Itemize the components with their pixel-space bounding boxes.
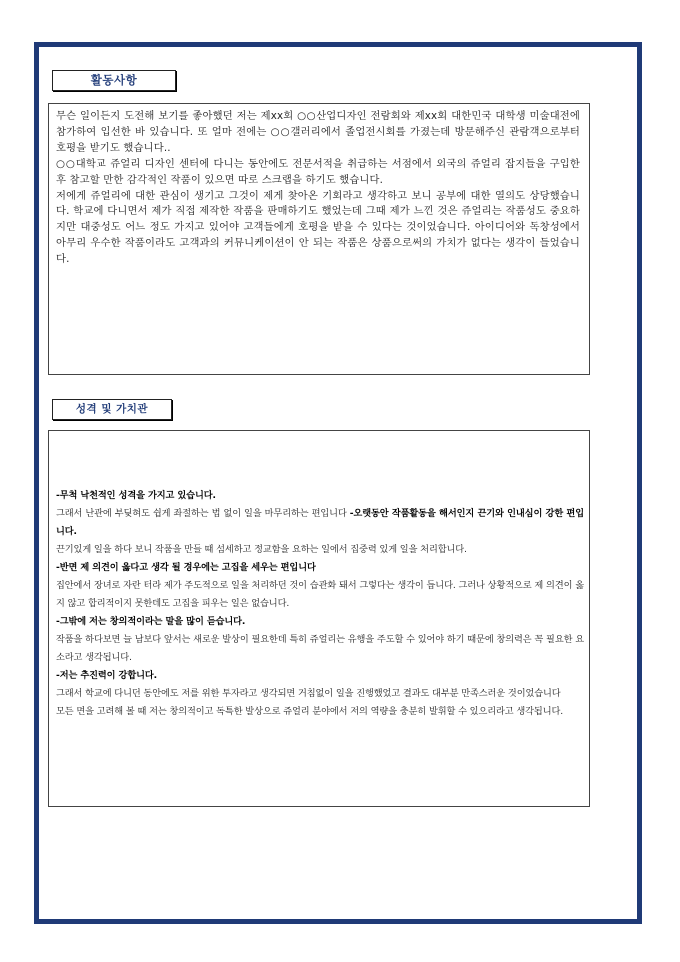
personality-text xyxy=(56,487,584,721)
personality-paragraph: 끈기있게 일을 하다 보니 작품을 만들 때 섬세하고 정교함을 요하는 일에서 집중력 있게 일을 처리합니다. xyxy=(56,544,467,555)
personality-point: -오랫동안 작품활동을 해서인지 끈기와 인내심이 강한 편입니다. xyxy=(56,508,584,537)
activities-paragraph: 저에게 쥬얼리에 대한 관심이 생기고 그것이 제게 찾아온 기회라고 생각하고 보니 공부에 대한 열의도 상당했습니다. 학교에 다니면서 제가 직접 제작한 작품을 판매하기도 했었는데 그때 제가 느낀 것은 쥬얼리는 작품성도 중요하지만 대중성도 어느 정도 가지고 있어야 고객들에게 호평을 받을 수 있다는 것이었습니다. 아이디어와 독창성에서 아무리 우수한 작품이라도 고객과의 커뮤니케이션이 안 되는 작품은 상품으로써의 가치가 없다는 생각이 들었습니다. xyxy=(56,189,580,266)
personality-point: -무척 낙천적인 성격을 가지고 있습니다. xyxy=(56,490,216,501)
section-heading-personality: 성격 및 가치관 xyxy=(52,399,172,420)
activities-text xyxy=(56,109,580,268)
section-heading-activities: 활동사항 xyxy=(52,70,176,91)
personality-point: -반면 제 의견이 옳다고 생각 될 경우에는 고집을 세우는 편입니다 xyxy=(56,562,316,573)
activities-paragraph: ○○대학교 쥬얼리 디자인 센터에 다니는 동안에도 전문서적을 취급하는 서점에서 외국의 쥬얼리 잡지들을 구입한 후 참고할 만한 감각적인 작품이 있으면 따로 스크랩을 하기도 했습니다. xyxy=(56,157,580,186)
personality-paragraph: 작품을 하다보면 늘 남보다 앞서는 새로운 발상이 필요한데 특히 쥬얼리는 유행을 주도할 수 있어야 하기 때문에 창의력은 꼭 필요한 요소라고 생각됩니다. xyxy=(56,634,584,663)
activities-paragraph: 무슨 일이든지 도전해 보기를 좋아했던 저는 제xx회 ○○산업디자인 전람회와 제xx회 대한민국 대학생 미술대전에 참가하여 입선한 바 있습니다. 또 얼마 전에는 ○○갤러리에서 졸업전시회를 가졌는데 방문해주신 관람객으로부터 호평을 받기도 했습니다.. xyxy=(56,110,580,154)
personality-box xyxy=(48,430,590,807)
personality-paragraph: 그래서 학교에 다니던 동안에도 저를 위한 투자라고 생각되면 거침없이 일을 진행했었고 결과도 대부분 만족스러운 것이었습니다 xyxy=(56,688,561,699)
activities-box xyxy=(48,103,590,375)
personality-point: -저는 추진력이 강합니다. xyxy=(56,670,158,681)
personality-paragraph xyxy=(56,505,584,541)
personality-paragraph: 모든 면을 고려해 볼 때 저는 창의적이고 독특한 발상으로 쥬얼리 분야에서 저의 역량을 충분히 발휘할 수 있으리라고 생각됩니다. xyxy=(56,706,564,717)
personality-sentence: 그래서 난관에 부딪혀도 쉽게 좌절하는 법 없이 일을 마무리하는 편입니다 xyxy=(56,508,350,519)
personality-paragraph: 집안에서 장녀로 자란 터라 제가 주도적으로 일을 처리하던 것이 습관화 돼서 그렇다는 생각이 듭니다. 그러나 상황적으로 제 의견이 옳지 않고 합리적이지 못한데도 고집을 피우는 일은 없습니다. xyxy=(56,580,584,609)
personality-point: -그밖에 저는 창의적이라는 말을 많이 듣습니다. xyxy=(56,616,246,627)
